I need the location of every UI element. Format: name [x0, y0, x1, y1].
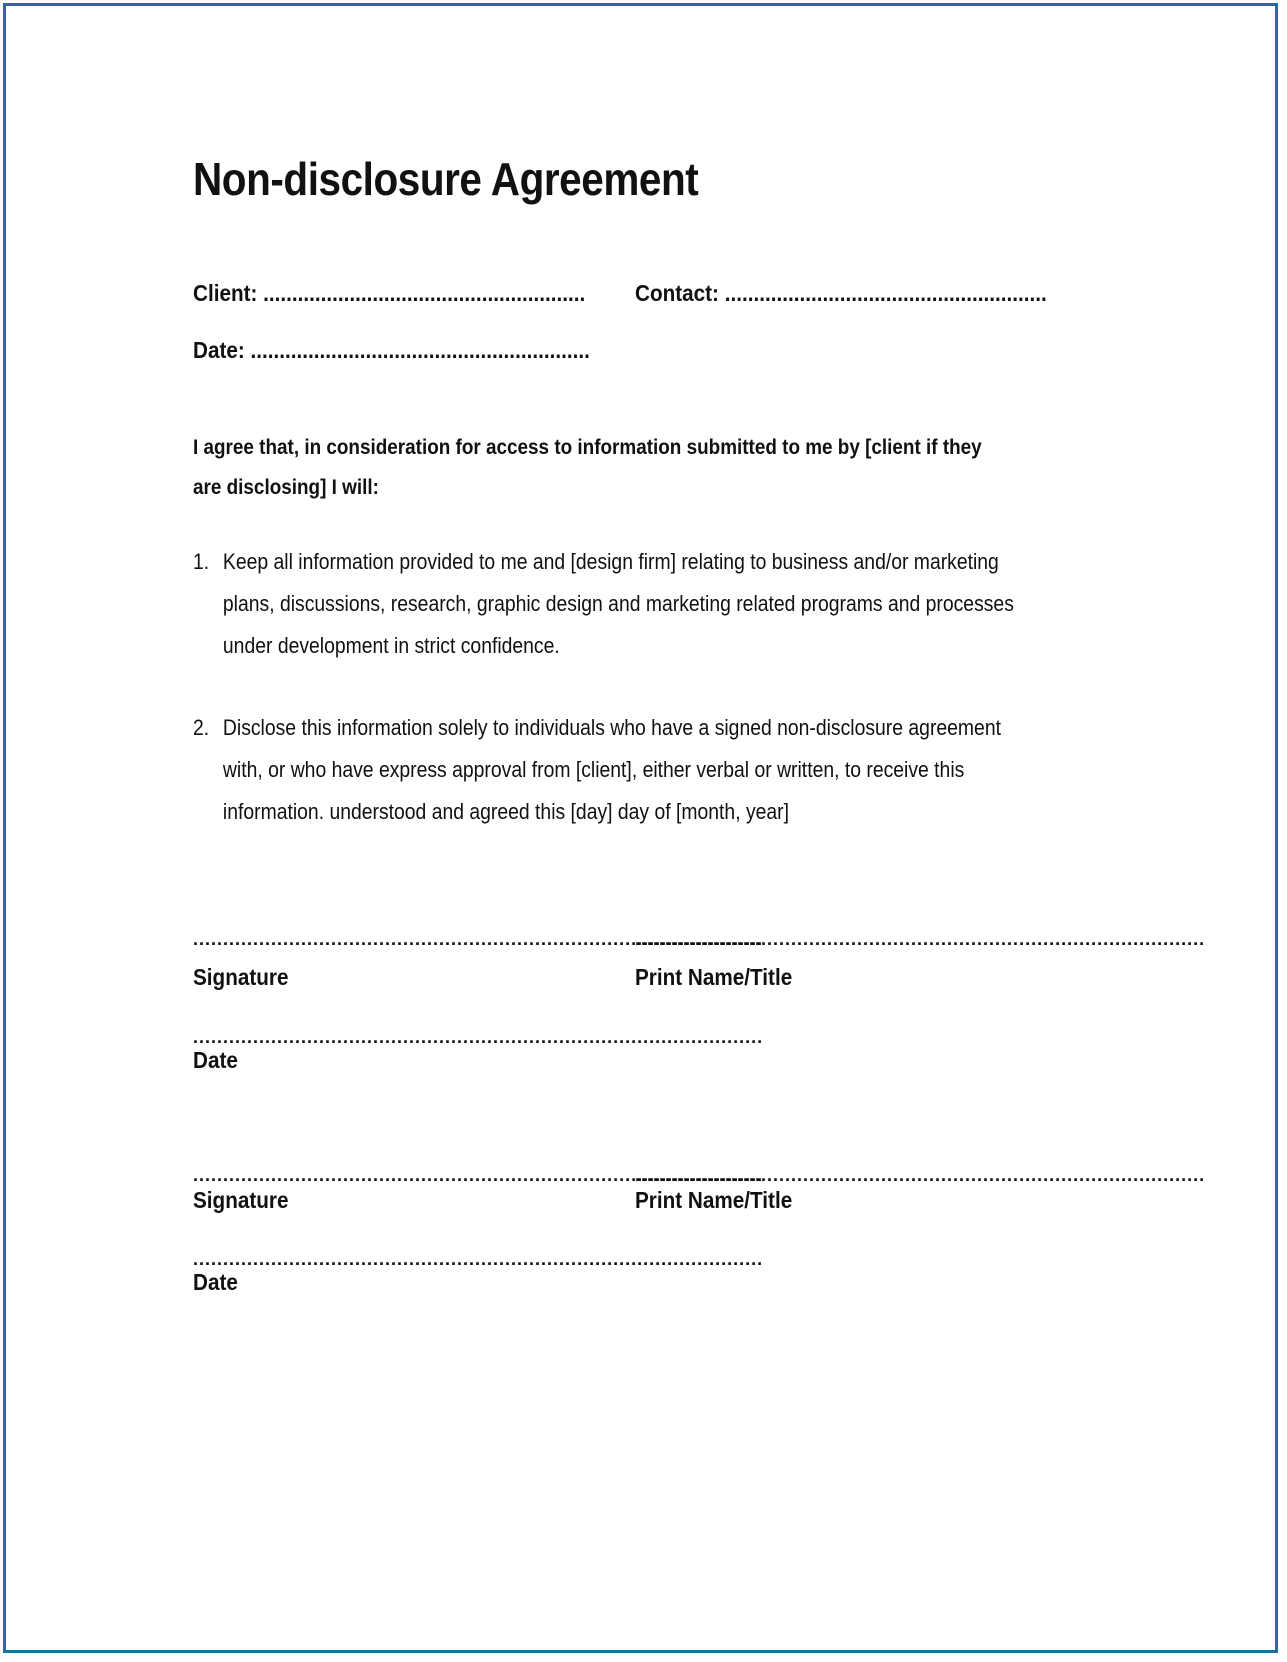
signature-line: ............................................................................................... — [193, 1165, 764, 1185]
signature-label: Signature — [193, 1187, 289, 1213]
signature-line: ............................................................................................... — [193, 929, 764, 949]
list-item-text: Disclose this information solely to individuals who have a signed non-disclosure agreement with, or who have express approval from [client], either verbal or written, to receive this information. understood and agreed this [day] day of [month, year] — [222, 715, 1001, 824]
client-field: Client: ........................................................ — [193, 280, 586, 306]
contact-field: Contact: ........................................................ — [635, 280, 1047, 306]
print-name-label: Print Name/Title — [635, 1187, 793, 1213]
list-item-text: Keep all information provided to me and [design firm] relating to business and/or marketing plans, discussions, research, graphic design and marketing related programs and processes under development in strict confidence. — [222, 549, 1014, 658]
date-line: ............................................................................................... — [193, 1249, 764, 1269]
list-item-number: 1. — [193, 549, 210, 574]
document-title: Non-disclosure Agreement — [193, 153, 699, 205]
date-field: Date: ........................................................... — [193, 337, 590, 363]
print-name-line: ............................................................................................... — [635, 929, 1206, 949]
date-label: Date — [193, 1269, 238, 1295]
print-name-label: Print Name/Title — [635, 964, 793, 990]
list-item — [193, 707, 1038, 833]
date-label: Date — [193, 1047, 238, 1073]
list-item — [193, 541, 1038, 667]
print-name-line: ............................................................................................... — [635, 1165, 1206, 1185]
date-line: ............................................................................................... — [193, 1027, 764, 1047]
signature-label: Signature — [193, 964, 289, 990]
list-item-number: 2. — [193, 715, 210, 740]
intro-paragraph: I agree that, in consideration for access to information submitted to me by [client if they are disclosing] I will: — [193, 436, 982, 499]
